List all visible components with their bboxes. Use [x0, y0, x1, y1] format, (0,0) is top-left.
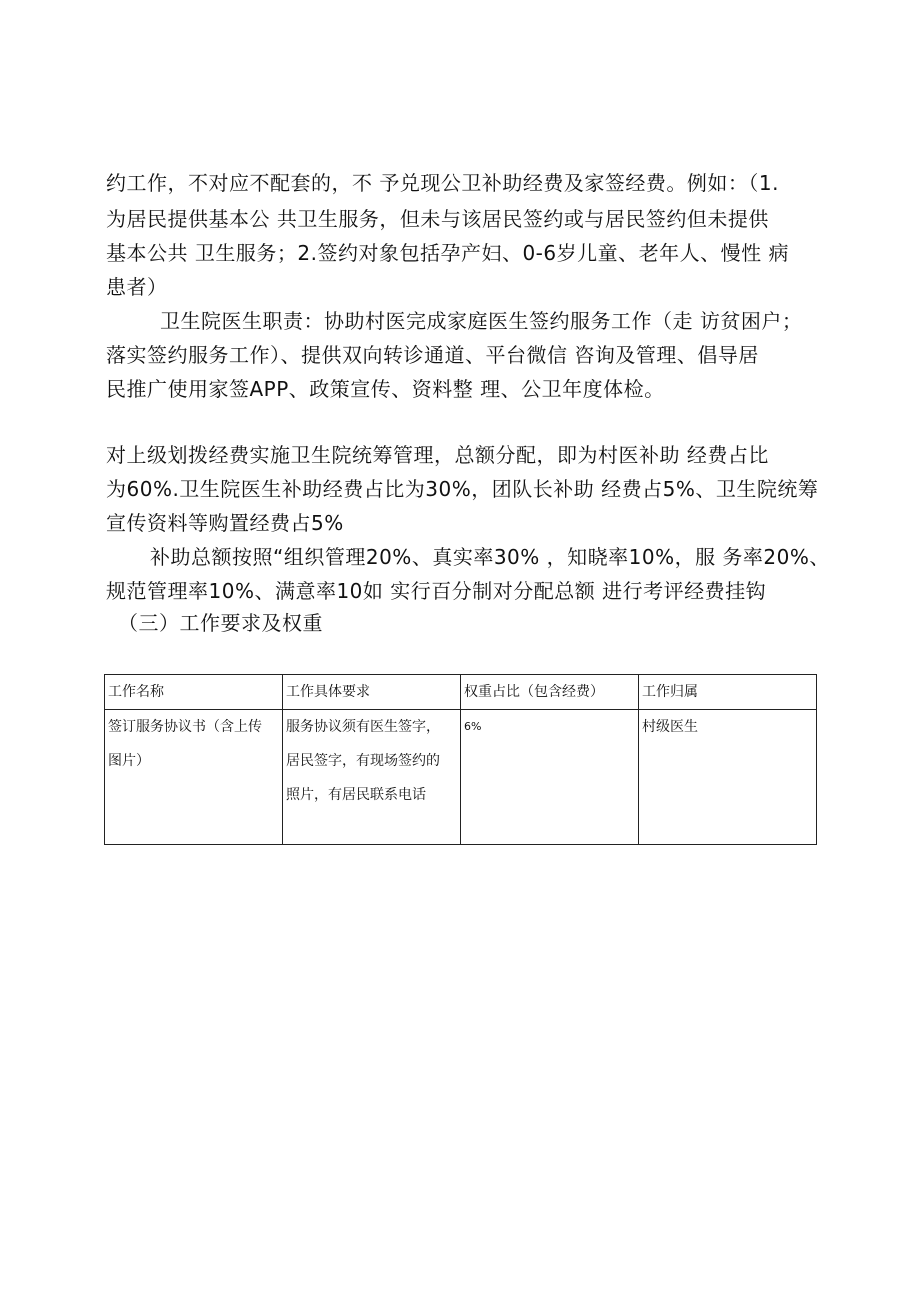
cell-work-requirement: 服务协议须有医生签字，居民签字，有现场签约的照片，有居民联系电话 — [283, 710, 461, 845]
paragraph-line-4: 患者） — [106, 275, 168, 299]
header-owner: 工作归属 — [639, 675, 817, 710]
work-requirements-table — [104, 674, 816, 845]
header-work-requirement: 工作具体要求 — [283, 675, 461, 710]
paragraph-line-2: 为居民提供基本公 共卫生服务，但未与该居民签约或与居民签约但未提供 — [106, 207, 769, 231]
paragraph-line-1: 约工作，不对应不配套的，不 予兑现公卫补助经费及家签经费。例如：（1. — [106, 171, 779, 195]
table-header-row — [105, 675, 817, 710]
paragraph-line-9: 为60%.卫生院医生补助经费占比为30%，团队长补助 经费占5%、卫生院统筹 — [106, 477, 819, 501]
paragraph-line-11: 补助总额按照“组织管理20%、真实率30% ，知晓率10%，服 务率20%、 — [150, 545, 830, 569]
paragraph-line-8: 对上级划拨经费实施卫生院统筹管理，总额分配，即为村医补助 经费占比 — [106, 443, 769, 467]
table-row — [105, 710, 817, 845]
header-weight: 权重占比（包含经费） — [461, 675, 639, 710]
section-heading: （三）工作要求及权重 — [118, 611, 323, 635]
cell-weight: 6% — [461, 710, 639, 845]
cell-work-name: 签订服务协议书（含上传图片） — [105, 710, 283, 845]
header-work-name: 工作名称 — [105, 675, 283, 710]
paragraph-line-12: 规范管理率10%、满意率10如 实行百分制对分配总额 进行考评经费挂钩 — [106, 579, 767, 603]
cell-owner: 村级医生 — [639, 710, 817, 845]
paragraph-line-3: 基本公共 卫生服务；2.签约对象包括孕产妇、0-6岁儿童、老年人、慢性 病 — [106, 241, 789, 265]
paragraph-line-6: 落实签约服务工作）、提供双向转诊通道、平台微信 咨询及管理、倡导居 — [106, 343, 759, 367]
paragraph-line-10: 宣传资料等购置经费占5% — [106, 511, 344, 535]
paragraph-line-5: 卫生院医生职责：协助村医完成家庭医生签约服务工作（走 访贫困户； — [160, 309, 803, 333]
paragraph-line-7: 民推广使用家签APP、政策宣传、资料整 理、公卫年度体检。 — [106, 377, 665, 401]
